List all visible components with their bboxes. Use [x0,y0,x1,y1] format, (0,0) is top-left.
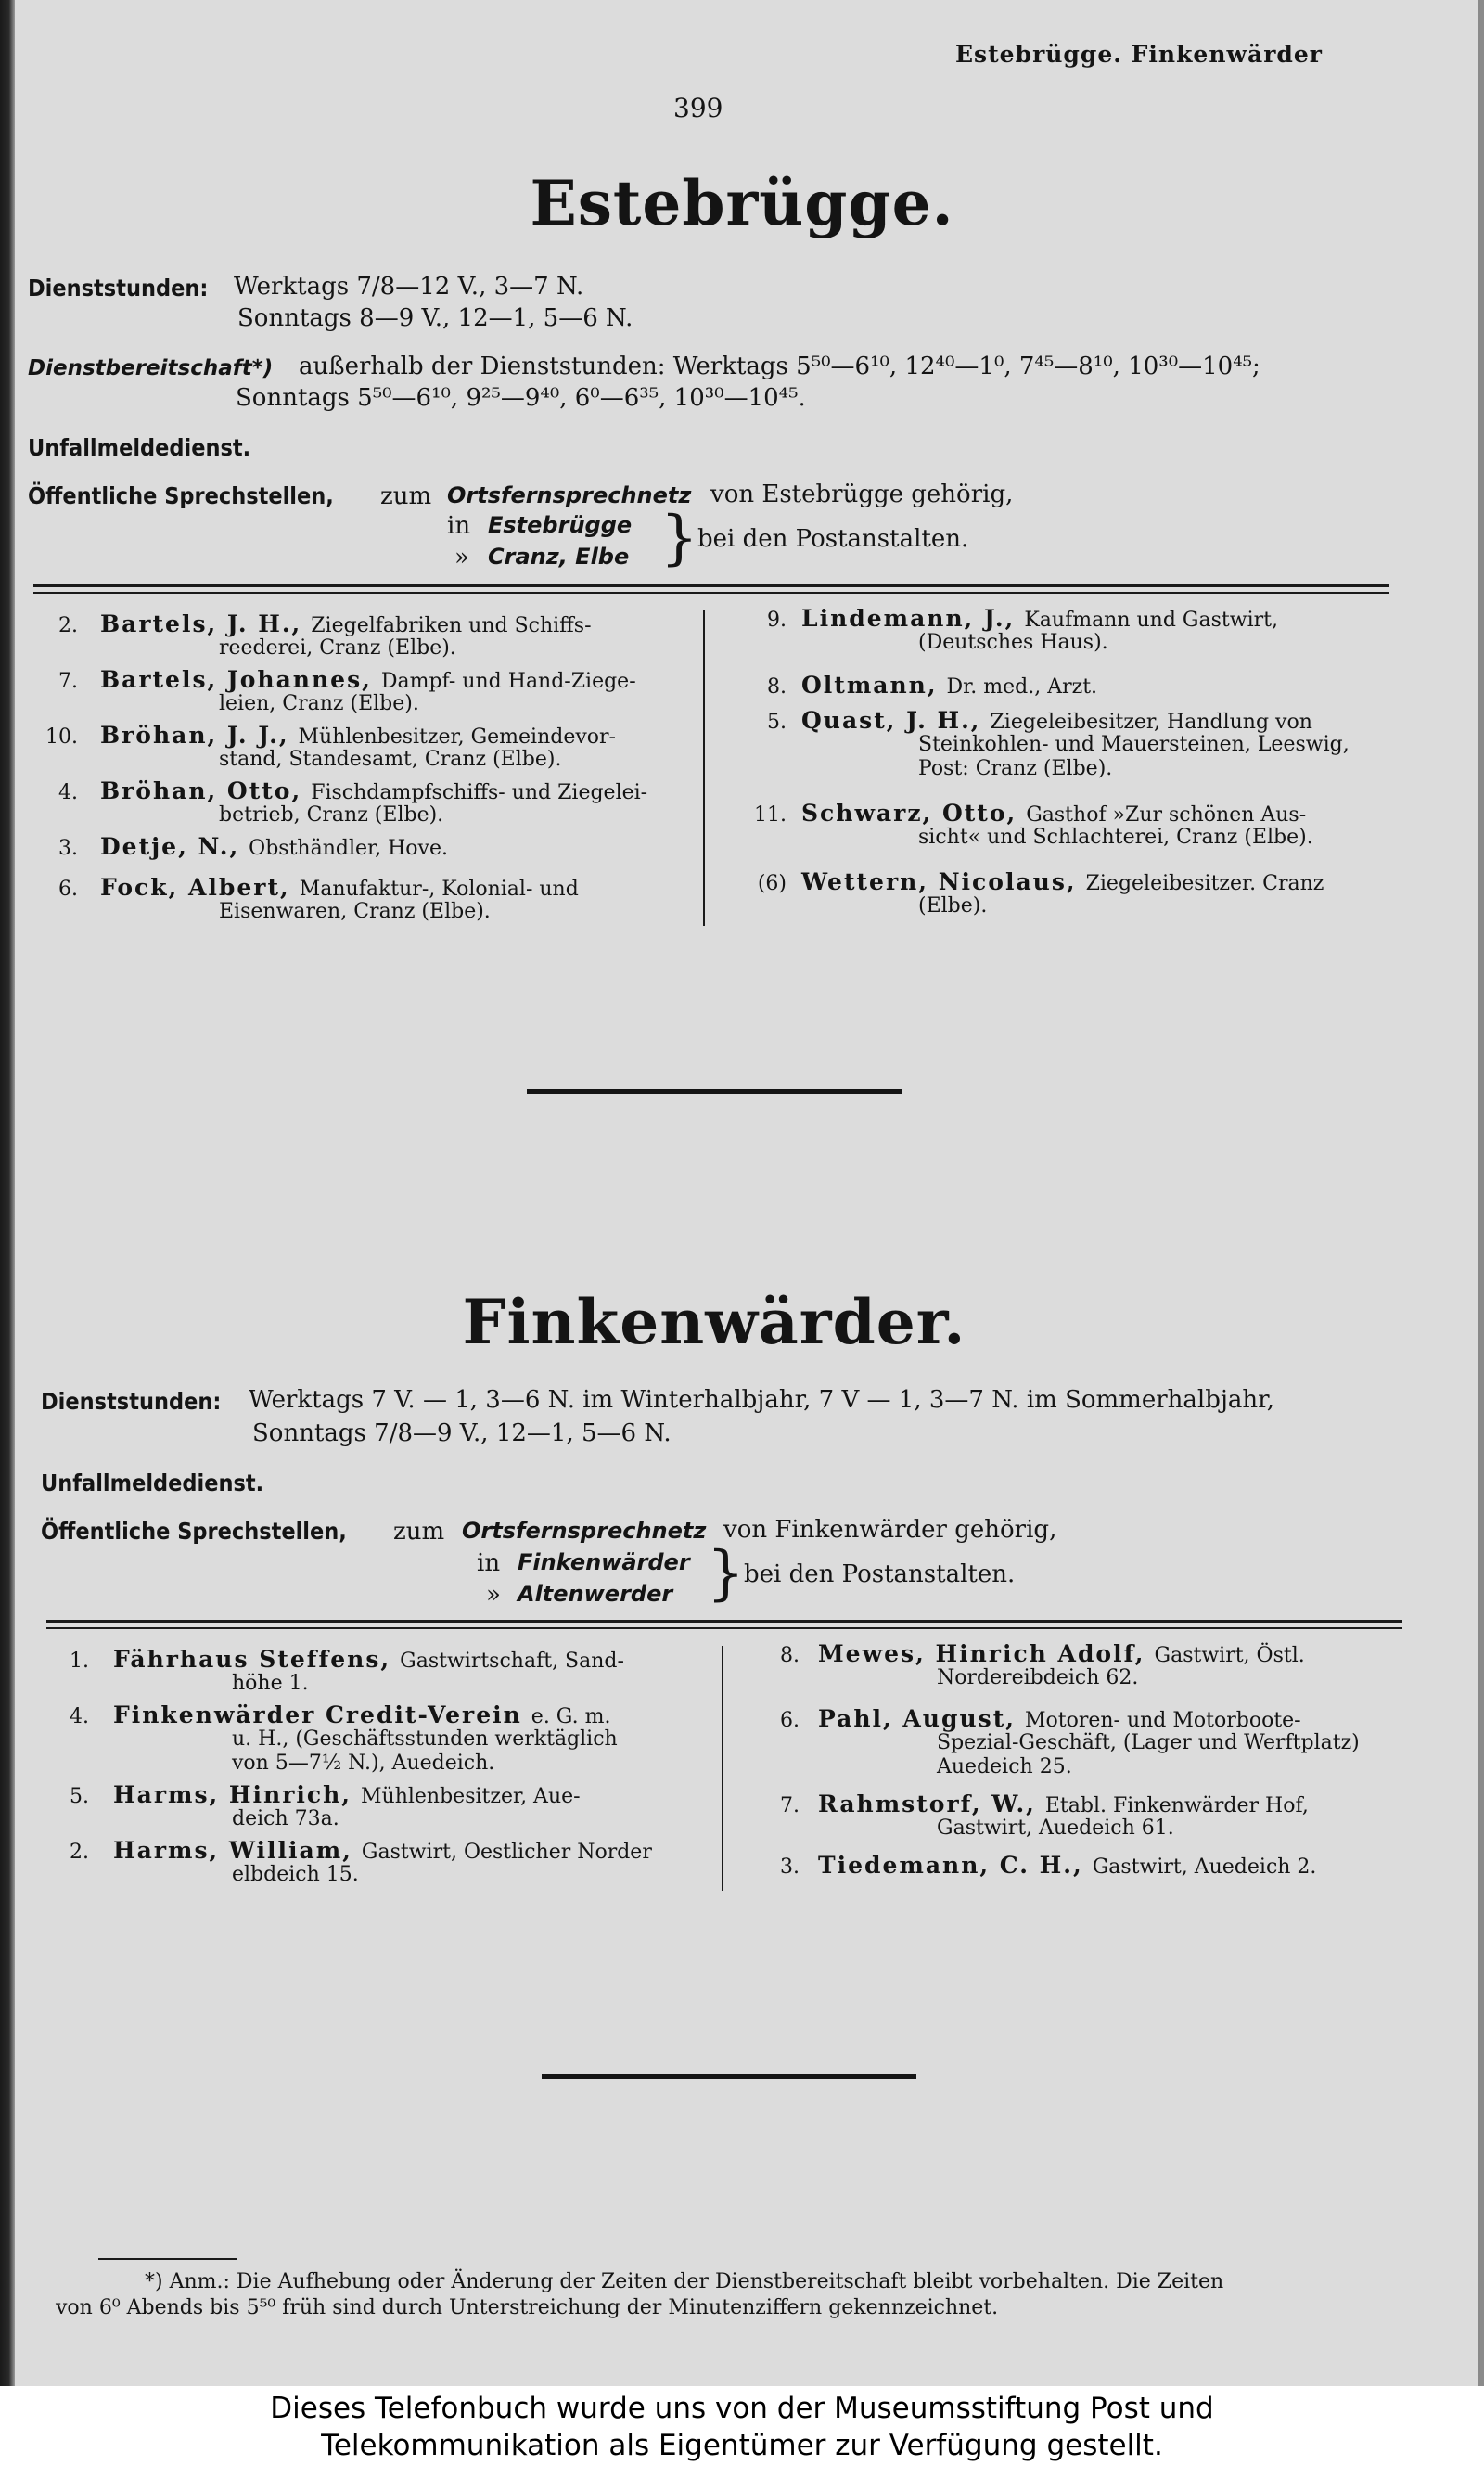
entry-continuation: höhe 1. [232,1672,309,1695]
double-rule-bottom [46,1627,1402,1629]
entry-first-line [100,724,616,750]
entry-number: 1. [70,1650,89,1673]
entry-description: Kaufmann und Gastwirt, [1024,609,1278,632]
entry-continuation: betrieb, Cranz (Elbe). [219,803,444,827]
entry-description: Gastwirt, Östl. [1154,1644,1305,1667]
sprechstellen-netz: Ortsfernsprechnetz [462,1518,707,1544]
dienstbereitschaft-line-2: Sonntags 5⁵⁰—6¹⁰, 9²⁵—9⁴⁰, 6⁰—6³⁵, 10³⁰—10⁴⁵. [236,384,806,412]
entry-first-line [818,1854,1316,1880]
entry-continuation: u. H., (Geschäftsstunden werktäglich [232,1727,618,1751]
banner-line-2: Telekommunikation als Eigentümer zur Verfügung gestellt. [321,2429,1163,2462]
entry-continuation: elbdeich 15. [232,1863,359,1886]
entry-first-line [818,1707,1301,1733]
dienststunden-line-2: Sonntags 7/8—9 V., 12—1, 5—6 N. [252,1419,672,1447]
entry-first-line [100,876,579,902]
section-title-finkenwaerder: Finkenwärder. [462,1286,966,1358]
entry-name: Bartels, J. H., [100,610,302,637]
sprechstellen-label: Öffentliche Sprechstellen, [28,482,334,509]
entry-number: 8. [767,675,787,699]
postanstalten-text: bei den Postanstalten. [697,525,969,553]
entry-number: 3. [58,837,78,860]
entry-first-line [801,709,1312,735]
entry-number: 11. [754,803,787,827]
section-separator [542,2074,916,2079]
entry-description: Mühlenbesitzer, Aue- [361,1785,581,1808]
entry-name: Oltmann, [801,672,938,699]
entry-first-line [113,1703,610,1729]
entry-continuation: Auedeich 25. [937,1755,1072,1778]
entry-description: Dr. med., Arzt. [946,675,1098,699]
entry-continuation: Spezial-Geschäft, (Lager und Werftplatz) [937,1731,1360,1754]
entry-name: Bartels, Johannes, [100,666,372,693]
entry-number: 5. [70,1785,89,1808]
entry-name: Finkenwärder Credit-Verein [113,1701,522,1728]
entry-name: Pahl, August, [818,1705,1016,1732]
in-label: in [477,1549,501,1577]
entry-description: Motoren- und Motorboote- [1024,1709,1301,1732]
entry-number: 2. [70,1841,89,1864]
entry-name: Quast, J. H., [801,707,981,734]
entry-name: Schwarz, Otto, [801,800,1017,827]
entry-description: Ziegeleibesitzer. Cranz [1085,872,1324,895]
entry-name: Harms, William, [113,1837,352,1864]
entry-number: 10. [45,725,78,749]
entry-description: Etabl. Finkenwärder Hof, [1044,1794,1309,1817]
entry-description: Dampf- und Hand-Ziege- [380,670,636,693]
entry-first-line [801,870,1324,896]
entry-first-line [818,1792,1309,1818]
entry-number: 4. [70,1705,89,1728]
entry-number: 6. [780,1709,800,1732]
entry-name: Wettern, Nicolaus, [801,868,1077,895]
sprechstellen-label: Öffentliche Sprechstellen, [41,1518,347,1545]
entry-name: Fährhaus Steffens, [113,1646,391,1673]
footnote-rule [98,2258,237,2260]
footnote-line-1: *) Anm.: Die Aufhebung oder Änderung der Zeiten der Dienstbereitschaft bleibt vorbehalten. Die Zeiten [145,2270,1224,2293]
sprechstellen-rest: von Estebrügge gehörig, [710,481,1014,508]
entry-description: Gastwirt, Oestlicher Norder [361,1841,652,1864]
brace-glyph: } [707,1539,745,1608]
entry-description: Gastwirt, Auedeich 2. [1092,1855,1317,1879]
sprechstellen-rest: von Finkenwärder gehörig, [723,1516,1057,1544]
in2-label: » [454,544,469,571]
entry-continuation: leien, Cranz (Elbe). [219,692,419,715]
entry-name: Detje, N., [100,833,240,860]
entry-continuation: reederei, Cranz (Elbe). [219,636,456,660]
entry-continuation: stand, Standesamt, Cranz (Elbe). [219,748,562,771]
double-rule-top [33,584,1389,587]
entry-continuation: von 5—7½ N.), Auedeich. [232,1752,495,1775]
entry-number: 3. [780,1855,800,1879]
place-estebruegge: Estebrügge [488,512,633,538]
postanstalten-text: bei den Postanstalten. [744,1560,1016,1588]
dienstbereitschaft-label: Dienstbereitschaft*) [28,356,274,380]
entry-first-line [100,835,448,861]
entry-first-line [801,674,1097,700]
dienststunden-line-2: Sonntags 8—9 V., 12—1, 5—6 N. [237,304,633,332]
sprechstellen-zum: zum [380,482,432,510]
entry-continuation: sicht« und Schlachterei, Cranz (Elbe). [918,826,1313,849]
unfallmeldedienst: Unfallmeldedienst. [28,434,251,461]
entry-description: Ziegelfabriken und Schiffs- [311,614,592,637]
entry-number: 7. [58,670,78,693]
entry-continuation: Eisenwaren, Cranz (Elbe). [219,900,491,923]
entry-description: Fischdampfschiffs- und Ziegelei- [311,781,648,804]
entry-first-line [100,668,636,694]
entry-description: Mühlenbesitzer, Gemeindevor- [298,725,616,749]
sprechstellen-netz: Ortsfernsprechnetz [447,482,692,508]
sprechstellen-zum: zum [393,1518,445,1546]
column-divider [722,1646,723,1891]
in2-label: » [486,1581,501,1609]
place-finkenwaerder: Finkenwärder [518,1549,690,1575]
entry-first-line [100,779,647,805]
entry-number: 8. [780,1644,800,1667]
entry-continuation: (Deutsches Haus). [918,631,1108,654]
entry-first-line [801,802,1306,828]
entry-number: 5. [767,711,787,734]
entry-first-line [113,1648,624,1674]
dienstbereitschaft-line-1: außerhalb der Dienststunden: Werktags 5⁵⁰—6¹⁰, 12⁴⁰—1⁰, 7⁴⁵—8¹⁰, 10³⁰—10⁴⁵; [299,353,1260,380]
entry-description: Ziegeleibesitzer, Handlung von [990,711,1312,734]
entry-number: 6. [58,878,78,901]
entry-continuation: deich 73a. [232,1807,339,1830]
place-altenwerder: Altenwerder [518,1581,673,1607]
entry-name: Bröhan, Otto, [100,777,302,804]
entry-description: e. G. m. [531,1705,611,1728]
entry-description: Gastwirtschaft, Sand- [400,1650,624,1673]
entry-first-line [818,1642,1305,1668]
entry-number: 2. [58,614,78,637]
dienststunden-line-1: Werktags 7/8—12 V., 3—7 N. [234,273,584,301]
entry-name: Bröhan, J. J., [100,722,289,749]
entry-continuation: Post: Cranz (Elbe). [918,757,1113,780]
section-separator [527,1089,902,1094]
in-label: in [447,512,471,540]
entry-number: (6) [757,872,787,895]
banner-line-1: Dieses Telefonbuch wurde uns von der Museumsstiftung Post und [270,2392,1214,2425]
page-number: 399 [673,93,723,123]
entry-description: Obsthändler, Hove. [249,837,448,860]
brace-glyph: } [660,504,698,572]
entry-name: Harms, Hinrich, [113,1781,352,1808]
entry-continuation: (Elbe). [918,894,988,918]
unfallmeldedienst: Unfallmeldedienst. [41,1470,264,1496]
entry-name: Tiedemann, C. H., [818,1852,1083,1879]
entry-description: Gasthof »Zur schönen Aus- [1026,803,1307,827]
entry-description: Manufaktur-, Kolonial- und [299,878,579,901]
entry-continuation: Steinkohlen- und Mauersteinen, Leeswig, [918,733,1350,756]
entry-first-line [100,612,592,638]
double-rule-bottom [33,592,1389,594]
entry-first-line [113,1783,581,1809]
entry-first-line [113,1839,652,1865]
entry-number: 7. [780,1794,800,1817]
donation-banner [0,2386,1484,2465]
dienststunden-label: Dienststunden: [41,1388,222,1415]
dienststunden-label: Dienststunden: [28,275,209,302]
footnote-line-2: von 6⁰ Abends bis 5⁵⁰ früh sind durch Unterstreichung der Minutenziffern gekennzeichnet. [56,2296,999,2319]
place-cranz: Cranz, Elbe [488,544,630,570]
dienststunden-line-1: Werktags 7 V. — 1, 3—6 N. im Winterhalbjahr, 7 V — 1, 3—7 N. im Sommerhalbjahr, [249,1386,1275,1414]
entry-name: Fock, Albert, [100,874,290,901]
entry-first-line [801,607,1278,633]
entry-name: Mewes, Hinrich Adolf, [818,1640,1145,1667]
entry-continuation: Nordereibdeich 62. [937,1666,1139,1689]
entry-number: 4. [58,781,78,804]
column-divider [703,610,705,926]
running-head: Estebrügge. Finkenwärder [955,41,1323,68]
section-title-estebruegge: Estebrügge. [530,167,954,239]
entry-continuation: Gastwirt, Auedeich 61. [937,1817,1174,1840]
double-rule-top [46,1620,1402,1623]
entry-name: Lindemann, J., [801,605,1016,632]
entry-name: Rahmstorf, W., [818,1791,1036,1817]
entry-number: 9. [767,609,787,632]
